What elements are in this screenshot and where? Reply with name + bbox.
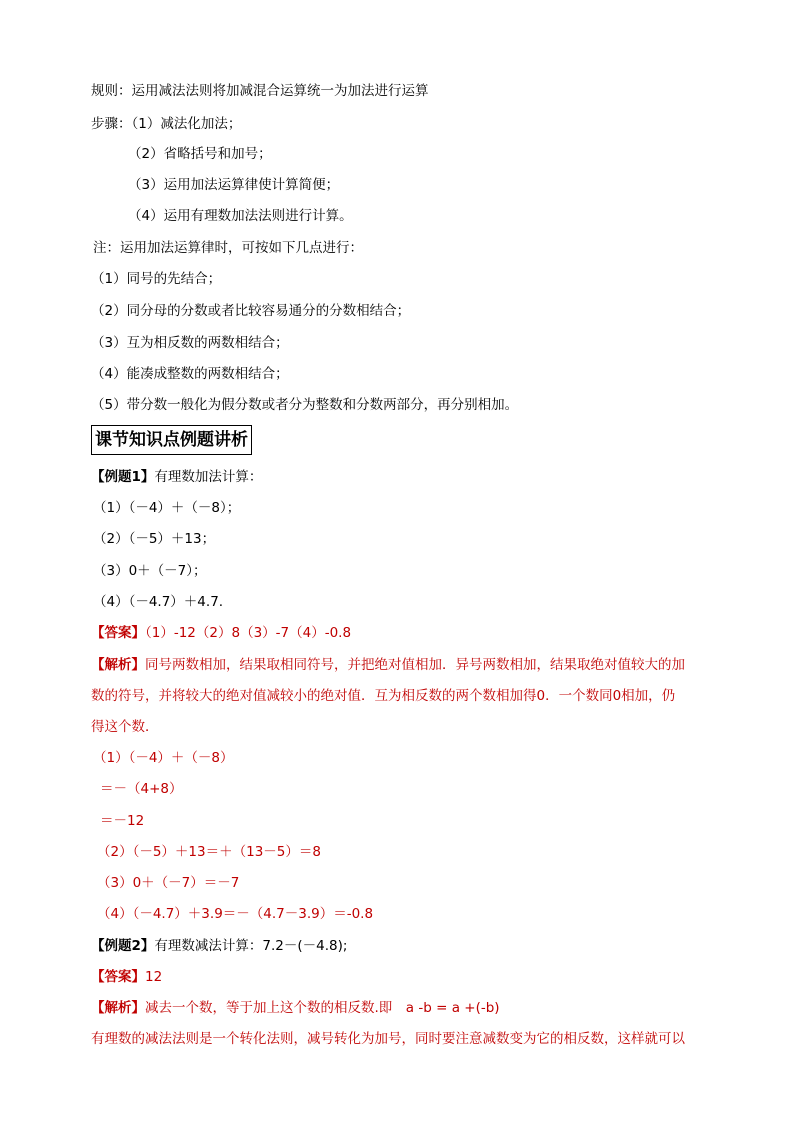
- analysis-text: 同号两数相加，结果取相同符号，并把绝对值相加．异号两数相加，结果取绝对值较大的加: [145, 657, 685, 673]
- analysis-text: 减去一个数，等于加上这个数的相反数.即 a -b = a +(-b): [145, 1000, 500, 1016]
- example1-problem: （3）0＋（－7）；: [93, 563, 207, 579]
- solution-step: ＝－12: [100, 813, 145, 829]
- example1-analysis-line: [91, 656, 685, 674]
- step-2: （2）省略括号和加号；: [128, 146, 272, 162]
- solution-step: ＝－（4+8）: [100, 781, 183, 797]
- analysis-label: 【解析】: [91, 1000, 145, 1016]
- answer-label: 【答案】: [91, 625, 145, 641]
- step-3: （3）运用加法运算律使计算简便；: [128, 177, 340, 193]
- note-item: （2）同分母的分数或者比较容易通分的分数相结合；: [91, 303, 411, 319]
- note-item: （3）互为相反数的两数相结合；: [91, 335, 289, 351]
- step-1: （1）减法化加法；: [131, 116, 242, 132]
- example1-analysis-line: 得这个数．: [91, 719, 159, 735]
- example1-answer: [91, 624, 351, 642]
- note-item: （5）带分数一般化为假分数或者分为整数和分数两部分，再分别相加。: [91, 397, 519, 413]
- answer-value: 12: [145, 969, 163, 985]
- steps-line: [91, 115, 241, 133]
- example1-title: 有理数加法计算：: [154, 469, 263, 485]
- example2-analysis-line: 有理数的减法法则是一个转化法则，减号转化为加号，同时要注意减数变为它的相反数，这样就可以: [91, 1031, 685, 1047]
- example1-label: 【例题1】: [91, 469, 155, 485]
- notes-title: 注：运用加法运算律时，可按如下几点进行：: [93, 240, 363, 256]
- note-item: （1）同号的先结合；: [91, 271, 222, 287]
- example2-analysis-line: [91, 999, 500, 1017]
- section-header: 课节知识点例题讲析: [91, 425, 252, 455]
- example1-analysis-line: 数的符号，并将较大的绝对值减较小的绝对值．互为相反数的两个数相加得0．一个数同0相加，仍: [91, 688, 676, 704]
- example2-heading: [91, 937, 347, 955]
- note-item: （4）能凑成整数的两数相结合；: [91, 366, 289, 382]
- solution-step: （3）0＋（－7）＝－7: [97, 875, 240, 891]
- steps-title: 步骤：: [91, 116, 132, 132]
- example2-answer: [91, 968, 162, 986]
- answer-value: （1）-12（2）8（3）-7（4）-0.8: [145, 625, 352, 641]
- analysis-label: 【解析】: [91, 657, 145, 673]
- example2-label: 【例题2】: [91, 938, 155, 954]
- solution-step: （4）（－4.7）＋3.9＝－（4.7－3.9）＝-0.8: [97, 906, 374, 922]
- example1-problem: （4）（－4.7）＋4.7.: [93, 594, 224, 610]
- rule-text: 规则：运用减法法则将加减混合运算统一为加法进行运算: [91, 83, 429, 99]
- solution-step: （2）（－5）＋13＝＋（13－5）＝8: [97, 844, 321, 860]
- example1-problem: （1）（－4）＋（－8）；: [93, 500, 241, 516]
- solution-step: （1）（－4）＋（－8）: [93, 750, 234, 766]
- answer-label: 【答案】: [91, 969, 145, 985]
- example1-heading: [91, 468, 262, 486]
- example2-title: 有理数减法计算：7.2－(－4.8);: [154, 938, 348, 954]
- step-4: （4）运用有理数加法法则进行计算。: [128, 208, 353, 224]
- example1-problem: （2）（－5）＋13；: [93, 531, 216, 547]
